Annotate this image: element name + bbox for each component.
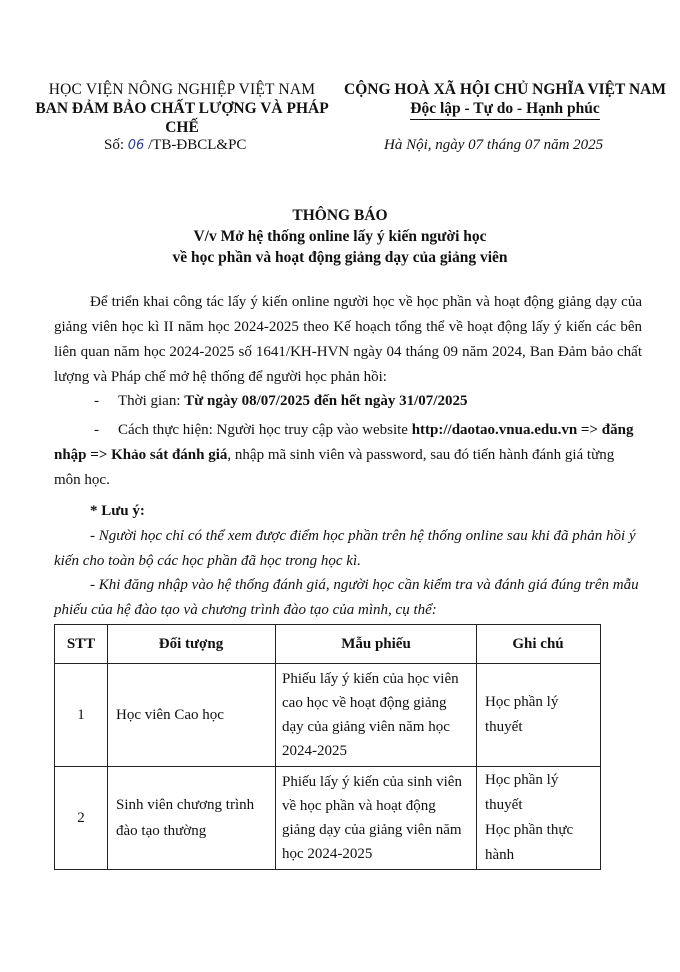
national-motto [340,80,670,120]
col-header-doi-tuong: Đối tượng [108,625,276,664]
cell-stt: 1 [55,664,108,767]
time-value: Từ ngày 08/07/2025 đến hết ngày 31/07/2025 [184,393,468,409]
col-header-mau-phieu: Mẫu phiếu [276,625,477,664]
intro-paragraph: Để triển khai công tác lấy ý kiến online người học về học phần và hoạt động giảng dạy của giảng viên học kì II năm học 2024-2025 theo Kế hoạch tổng thể về hoạt động lấy ý kiến các bên liên quan năm học 2024-2025 số 1641/KH-HVN ngày 04 tháng 09 năm 2024, Ban Đảm bảo chất lượng và Pháp chế mở hệ thống để người học phản hồi: [54,294,642,385]
col-header-stt: STT [55,625,108,664]
note-2: - Khi đăng nhập vào hệ thống đánh giá, người học cần kiểm tra và đánh giá đúng trên mẫu phiếu của hệ đào tạo và chương trình đào tạo của mình, cụ thể: [54,577,639,618]
country-name: CỘNG HOÀ XÃ HỘI CHỦ NGHĨA VIỆT NAM [344,81,666,98]
cell-stt: 2 [55,767,108,870]
bullet-dash: - [94,422,99,438]
document-title: THÔNG BÁO [292,207,388,224]
document-subject-line2: về học phần và hoạt động giảng dạy của giảng viên [172,249,508,266]
cell-ghi-chu: Học phần lý thuyết [477,664,601,767]
col-header-ghi-chu: Ghi chú [477,625,601,664]
table-row [55,767,601,870]
issuing-organization [22,80,342,137]
cell-doi-tuong: Học viên Cao học [108,664,276,767]
cell-ghi-chu: Học phần lý thuyết Học phần thực hành [477,767,601,870]
document-subject-line1: V/v Mở hệ thống online lấy ý kiến người học [193,228,487,245]
cell-mau-phieu: Phiếu lấy ý kiến của sinh viên về học phần và hoạt động giảng dạy của giảng viên năm học 2024-2025 [276,767,477,870]
issue-date: Hà Nội, ngày 07 tháng 07 năm 2025 [384,137,604,153]
cell-doi-tuong: Sinh viên chương trình đào tạo thường [108,767,276,870]
note-heading: * Lưu ý: [90,503,145,519]
time-line: Thời gian: Từ ngày 08/07/2025 đến hết ngày 31/07/2025 [118,393,468,409]
handwritten-number: 06 [127,138,145,153]
note-1: - Người học chỉ có thể xem được điểm học phần trên hệ thống online sau khi đã phản hồi ý kiến cho toàn bộ các học phần đã học trong học kì. [54,528,636,569]
table-header-row [55,625,601,664]
org-name: HỌC VIỆN NÔNG NGHIỆP VIỆT NAM [48,81,316,98]
survey-form-table [54,624,601,870]
bullet-dash: - [94,393,99,409]
cell-mau-phieu: Phiếu lấy ý kiến của học viên cao học về hoạt động giảng dạy của giảng viên năm học 2024-2025 [276,664,477,767]
table-row [55,664,601,767]
method-line-cont: nhập => Khảo sát đánh giá, nhập mã sinh viên và password, sau đó tiến hành đánh giá từng môn học. [54,447,615,488]
menu-path: nhập => Khảo sát đánh giá [54,447,228,463]
document-number: Số: 06 /TB-ĐBCL&PC [104,137,247,153]
website-path: http://daotao.vnua.edu.vn => đăng [411,422,634,438]
department-name: BAN ĐẢM BẢO CHẤT LƯỢNG VÀ PHÁP CHẾ [35,100,329,136]
motto: Độc lập - Tự do - Hạnh phúc [410,99,599,120]
method-line: Cách thực hiện: Người học truy cập vào website http://daotao.vnua.edu.vn => đăng [118,422,634,438]
